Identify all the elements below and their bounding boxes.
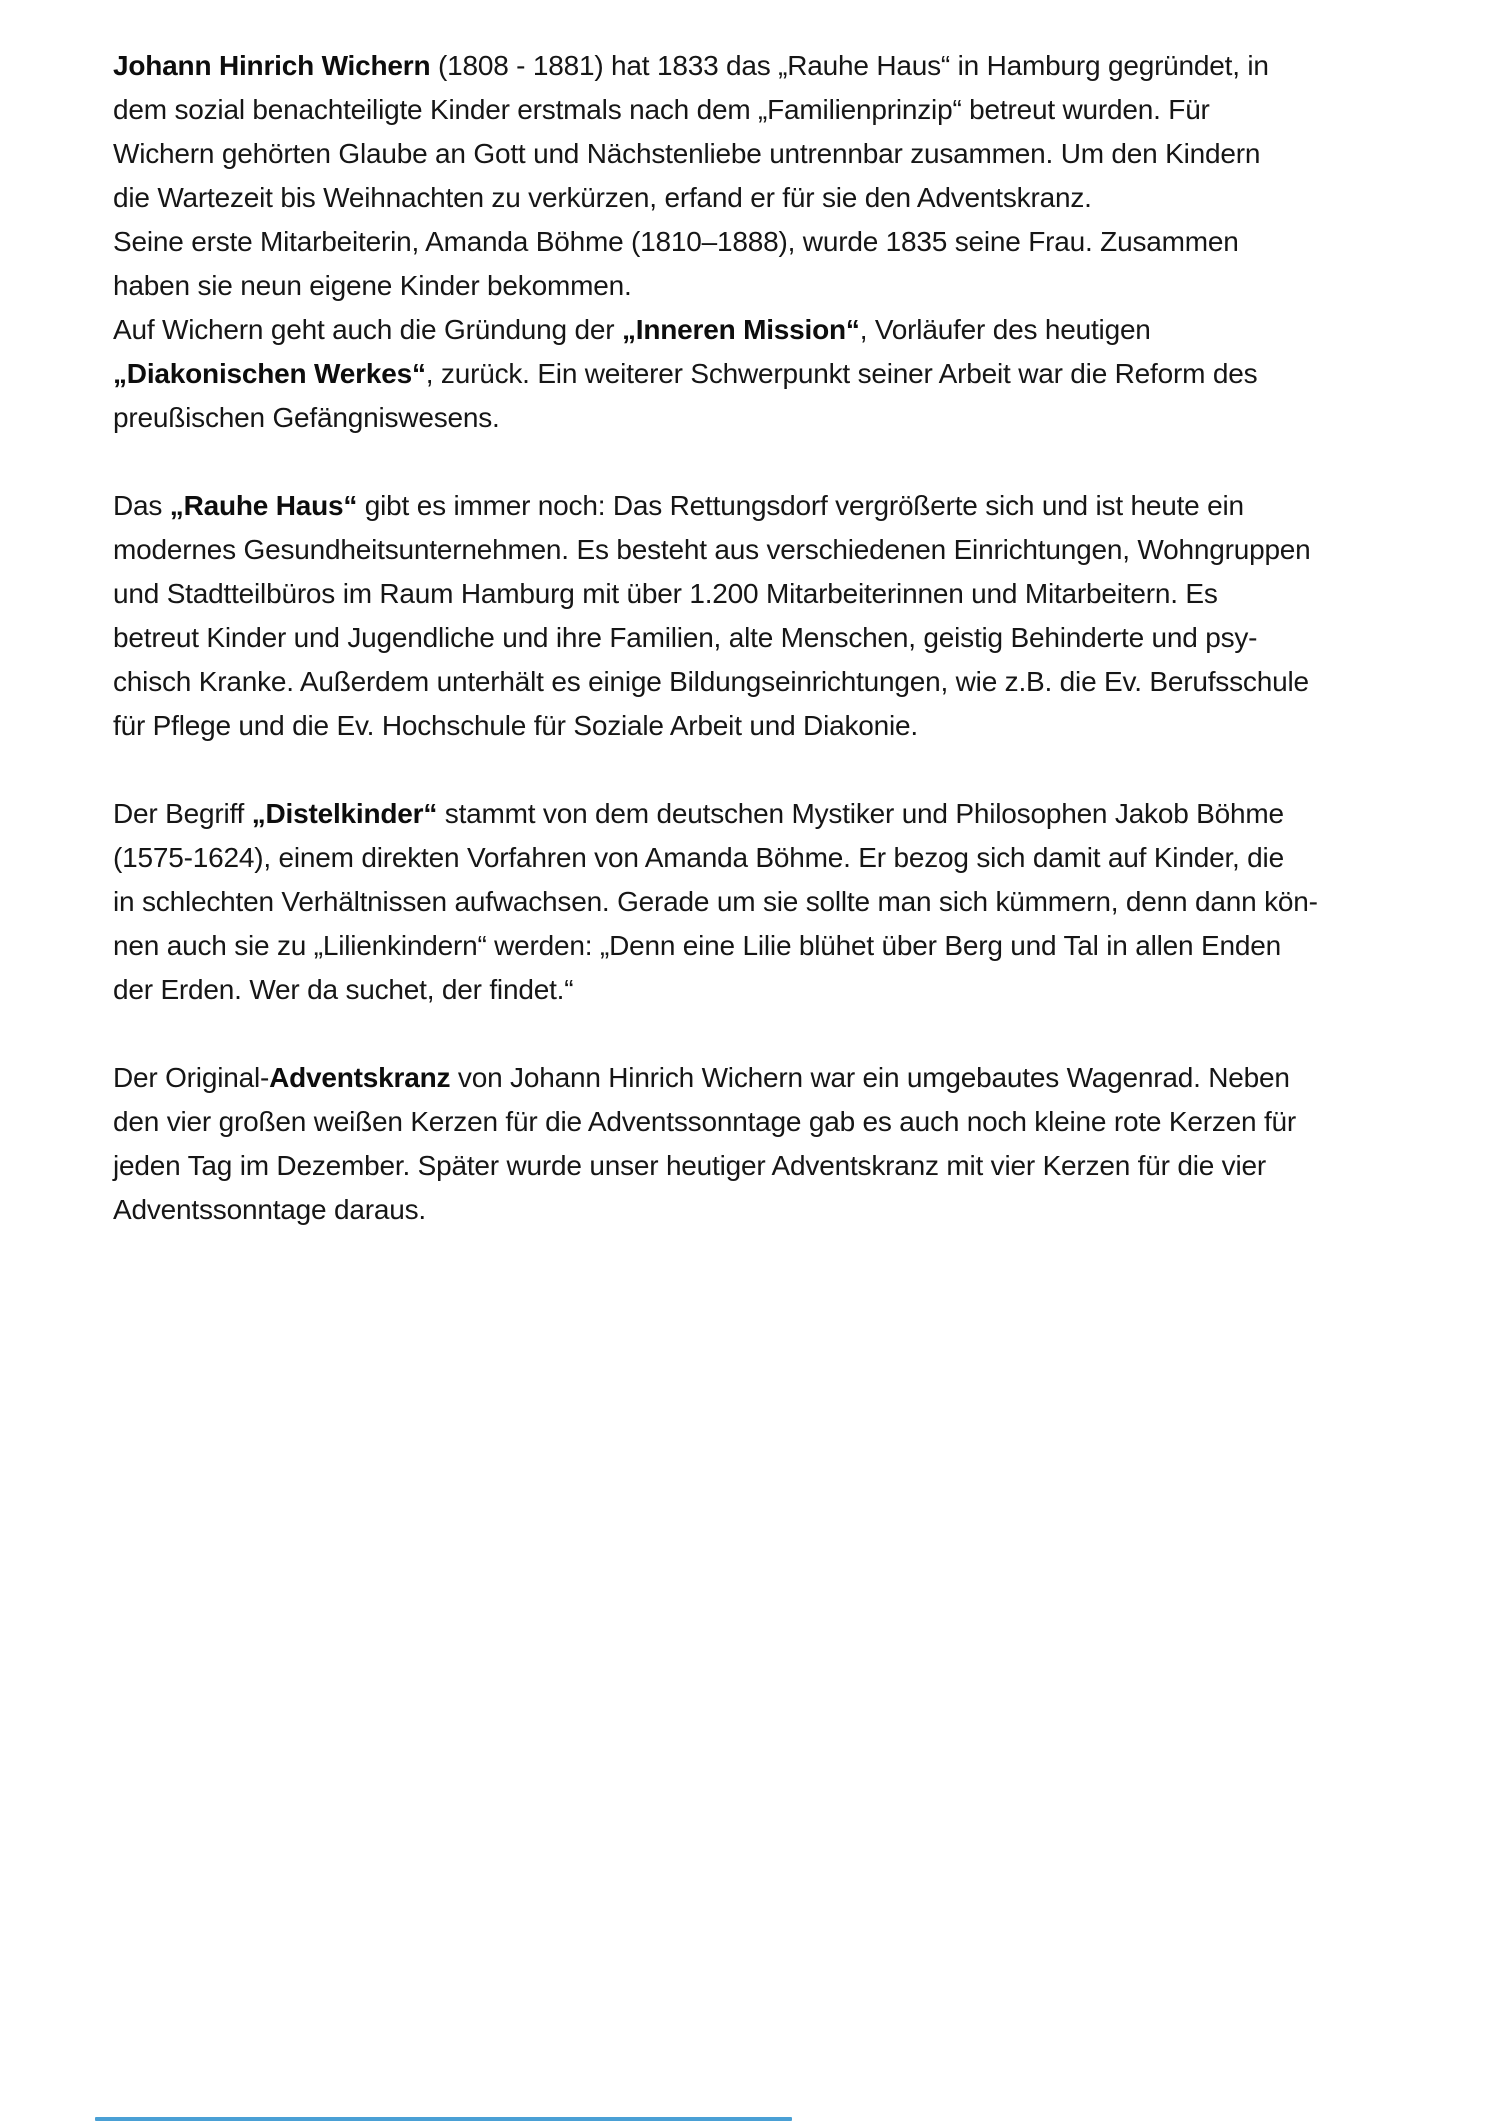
text-run: chisch Kranke. Außerdem unterhält es einige Bildungseinrichtungen, wie z.B. die Ev. Berufsschule — [113, 666, 1309, 697]
text-run: haben sie neun eigene Kinder bekommen. — [113, 270, 632, 301]
text-run: von Johann Hinrich Wichern war ein umgebautes Wagenrad. Neben — [450, 1062, 1290, 1093]
text-run: nen auch sie zu „Lilienkindern“ werden: „Denn eine Lilie blühet über Berg und Tal in allen Enden — [113, 930, 1281, 961]
text-run: (1575-1624), einem direkten Vorfahren von Amanda Böhme. Er bezog sich damit auf Kinder, die — [113, 842, 1284, 873]
text-run: betreut Kinder und Jugendliche und ihre Familien, alte Menschen, geistig Behinderte und psy- — [113, 622, 1258, 653]
text-run: Der Begriff — [113, 798, 252, 829]
paragraph — [113, 484, 1453, 748]
text-run: stammt von dem deutschen Mystiker und Philosophen Jakob Böhme — [437, 798, 1284, 829]
document-body — [113, 44, 1453, 1232]
text-run: Adventssonntage daraus. — [113, 1194, 426, 1225]
text-run: die Wartezeit bis Weihnachten zu verkürzen, erfand er für sie den Adventskranz. — [113, 182, 1092, 213]
text-run-bold: „Inneren Mission“ — [621, 314, 860, 345]
text-run: dem sozial benachteiligte Kinder erstmals nach dem „Familienprinzip“ betreut wurden. Für — [113, 94, 1210, 125]
text-run-bold: Johann Hinrich Wichern — [113, 50, 431, 81]
text-run: Wichern gehörten Glaube an Gott und Nächstenliebe untrennbar zusammen. Um den Kindern — [113, 138, 1261, 169]
text-run: für Pflege und die Ev. Hochschule für Soziale Arbeit und Diakonie. — [113, 710, 918, 741]
text-run: (1808 - 1881) hat 1833 das „Rauhe Haus“ in Hamburg gegründet, in — [430, 50, 1269, 81]
text-run: , zurück. Ein weiterer Schwerpunkt seiner Arbeit war die Reform des — [425, 358, 1258, 389]
paragraph — [113, 1056, 1453, 1232]
text-run: Das — [113, 490, 170, 521]
text-run: und Stadtteilbüros im Raum Hamburg mit über 1.200 Mitarbeiterinnen und Mitarbeitern. Es — [113, 578, 1218, 609]
text-run: preußischen Gefängniswesens. — [113, 402, 500, 433]
text-run: der Erden. Wer da suchet, der findet.“ — [113, 974, 574, 1005]
text-run: gibt es immer noch: Das Rettungsdorf vergrößerte sich und ist heute ein — [357, 490, 1244, 521]
text-run: in schlechten Verhältnissen aufwachsen. Gerade um sie sollte man sich kümmern, denn dann kön- — [113, 886, 1318, 917]
text-run: Auf Wichern geht auch die Gründung der — [113, 314, 622, 345]
text-run-bold: Adventskranz — [269, 1062, 451, 1093]
text-run: den vier großen weißen Kerzen für die Adventssonntage gab es auch noch kleine rote Kerzen für — [113, 1106, 1297, 1137]
text-run: modernes Gesundheitsunternehmen. Es besteht aus verschiedenen Einrichtungen, Wohngruppen — [113, 534, 1311, 565]
text-run: , Vorläufer des heutigen — [859, 314, 1151, 345]
text-run: jeden Tag im Dezember. Später wurde unser heutiger Adventskranz mit vier Kerzen für die vier — [113, 1150, 1266, 1181]
text-run-bold: „Diakonischen Werkes“ — [113, 358, 426, 389]
text-run-bold: „Rauhe Haus“ — [169, 490, 358, 521]
text-run-bold: „Distelkinder“ — [251, 798, 438, 829]
paragraph — [113, 792, 1453, 1012]
text-run: Der Original- — [113, 1062, 270, 1093]
text-run: Seine erste Mitarbeiterin, Amanda Böhme (1810–1888), wurde 1835 seine Frau. Zusammen — [113, 226, 1239, 257]
paragraph — [113, 44, 1453, 440]
bottom-accent-rule — [95, 2117, 792, 2121]
